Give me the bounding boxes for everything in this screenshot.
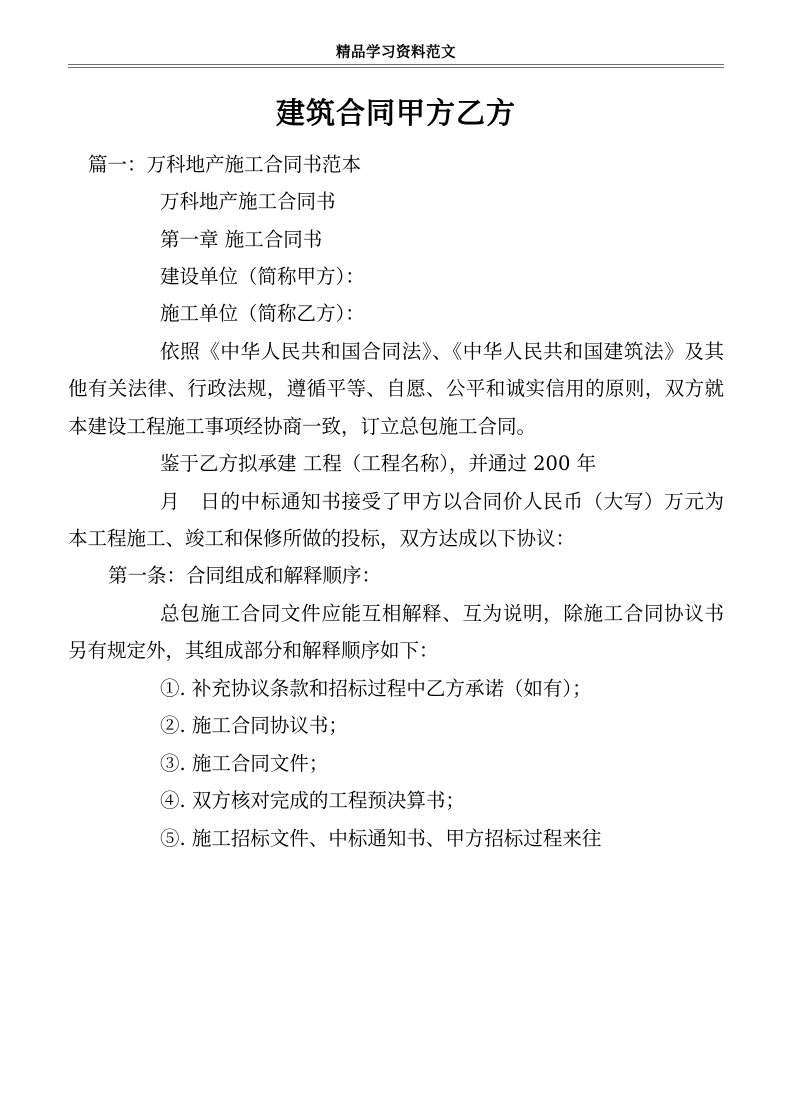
paragraph: 篇一：万科地产施工合同书范本 [88,152,362,176]
paragraph: ④. 双方核对完成的工程预决算书； [160,789,465,813]
paragraph: 万科地产施工合同书 [160,190,336,214]
paragraph: 鉴于乙方拟承建 工程（工程名称），并通过 200 年 [160,452,597,476]
paragraph: 月 日的中标通知书接受了甲方以合同价人民币（大写）万元为本工程施工、竣工和保修所做的投标，双方达成以下协议： [68,489,724,551]
paragraph: 建设单位（简称甲方）： [160,264,365,288]
paragraph: ③. 施工合同文件； [160,751,329,775]
page-title: 建筑合同甲方乙方 [275,96,516,131]
paragraph: ②. 施工合同协议书； [160,714,348,738]
page-header-watermark: 精品学习资料范文 [336,44,456,61]
document-body [68,146,724,857]
paragraph: 第一条：合同组成和解释顺序： [108,564,382,588]
paragraph: ⑤. 施工招标文件、中标通知书、甲方招标过程来往 [160,826,602,850]
paragraph: 依照《中华人民共和国合同法》、《中华人民共和国建筑法》及其他有关法律、行政法规，遵循平等、自愿、公平和诚实信用的原则，双方就本建设工程施工事项经协商一致，订立总包施工合同。 [68,339,724,438]
paragraph: 第一章 施工合同书 [160,227,323,251]
paragraph: ①. 补充协议条款和招标过程中乙方承诺（如有）； [160,676,592,700]
paragraph: 施工单位（简称乙方）： [160,302,365,326]
header-divider [68,64,724,68]
paragraph: 总包施工合同文件应能互相解释、互为说明，除施工合同协议书另有规定外，其组成部分和解释顺序如下： [68,601,724,663]
